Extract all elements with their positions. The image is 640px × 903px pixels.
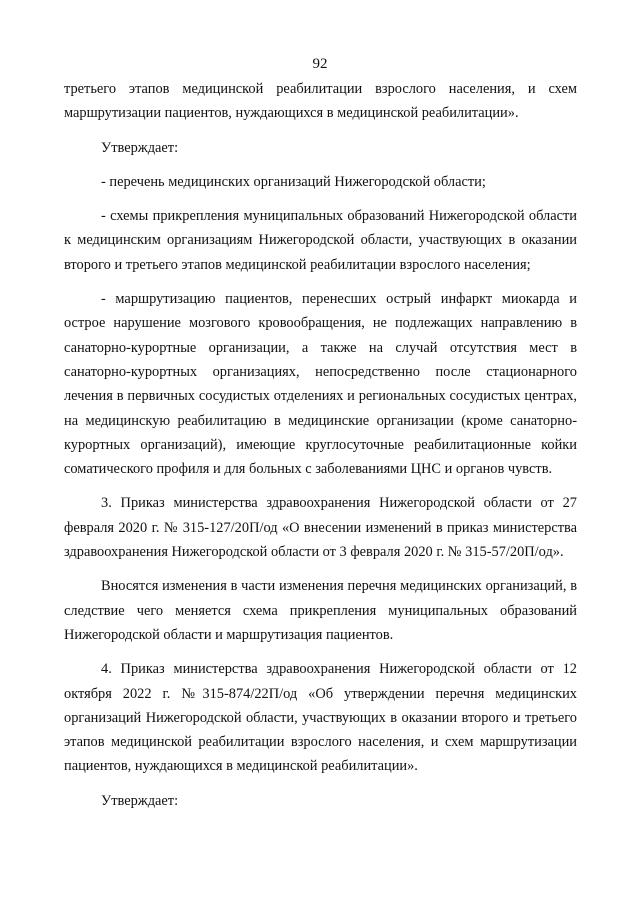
paragraph-order-4: 4. Приказ министерства здравоохранения Нижегородской области от 12 октября 2022 г. №315-874/22П/од «Об утверждении перечня медицинских организаций Нижегородской области, участвующих в оказании второго и третьего этапов медицинской реабилитации взрослого населения, и схем маршрутизации пациентов, нуждающихся в медицинской реабилитации». — [64, 661, 577, 775]
paragraph-approves-heading-2: Утверждает: — [101, 792, 179, 809]
paragraph-list-item-organizations: - перечень медицинских организаций Нижегородской области; — [101, 173, 486, 190]
paragraph-continuation: третьего этапов медицинской реабилитации взрослого населения, и схем маршрутизации пациентов, нуждающихся в медицинской реабилитации». — [64, 81, 577, 122]
page-number: 92 — [312, 56, 328, 72]
paragraph-list-item-routing: - маршрутизацию пациентов, перенесших острый инфаркт миокарда и острое нарушение мозгового кровообращения, не подлежащих направлению в санаторно-курортные организации, а также на случай отсутствия мест в санаторно-курортных организациях, непосредственно после стационарного лечения в первичных сосудистых отделениях и региональных сосудистых центрах, на медицинскую реабилитацию в медицинские организации (кроме санаторно-курортных организаций), имеющие круглосуточные реабилитационные койки соматического профиля и для больных с заболеваниями ЦНС и органов чувств. — [64, 291, 577, 478]
document-body — [64, 77, 577, 813]
paragraph-changes-note: Вносятся изменения в части изменения перечня медицинских организаций, в следствие чего меняется схема прикрепления муниципальных образований Нижегородской области и маршрутизация пациентов. — [64, 578, 577, 643]
paragraph-approves-heading: Утверждает: — [101, 139, 179, 156]
paragraph-order-3: 3. Приказ министерства здравоохранения Нижегородской области от 27 февраля 2020 г. № 315-127/20П/од «О внесении изменений в приказ министерства здравоохранения Нижегородской области от 3 февраля 2020 г. № 315-57/20П/од». — [64, 495, 577, 561]
paragraph-list-item-attachment-schemes: - схемы прикрепления муниципальных образований Нижегородской области к медицинским организациям Нижегородской области, участвующих в оказании второго и третьего этапов медицинской реабилитации взрослого населения; — [64, 208, 577, 273]
